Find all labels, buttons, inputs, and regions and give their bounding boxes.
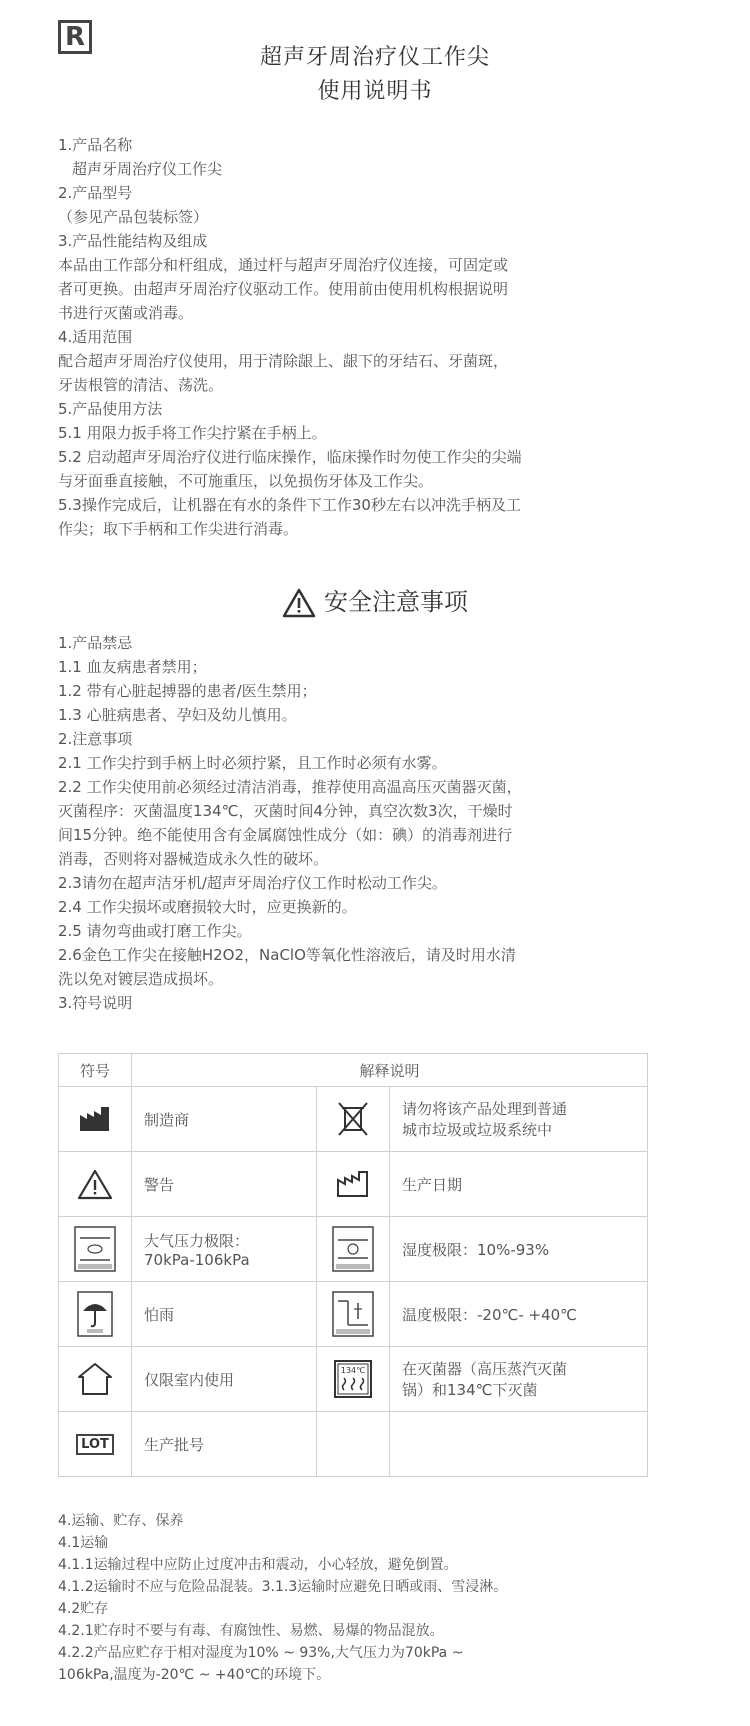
safety-line: 2.2 工作尖使用前必须经过清洁消毒，推荐使用高温高压灭菌器灭菌， xyxy=(58,778,522,796)
symbols-table xyxy=(58,1053,648,1477)
symbol-text xyxy=(390,1347,648,1412)
header-symbol: 符号 xyxy=(59,1054,132,1087)
table-row xyxy=(59,1412,648,1477)
storage-line: 106kPa,温度为-20℃ ~ +40℃的环境下。 xyxy=(58,1667,331,1683)
lot-label: LOT xyxy=(76,1434,114,1455)
symbol-text-line: 锅）和134℃下灭菌 xyxy=(402,1381,538,1399)
safety-line: 2.1 工作尖拧到手柄上时必须拧紧，且工作时必须有水雾。 xyxy=(58,754,447,772)
storage-line: 4.2.2产品应贮存于相对湿度为10% ~ 93%,大气压力为70kPa ~ xyxy=(58,1645,464,1661)
safety-line: 灭菌程序：灭菌温度134℃，灭菌时间4分钟，真空次数3次，干燥时 xyxy=(58,802,513,820)
table-row xyxy=(59,1087,648,1152)
intro-line: 配合超声牙周治疗仪使用，用于清除龈上、龈下的牙结石、牙菌斑， xyxy=(58,352,509,370)
intro-line: 者可更换。由超声牙周治疗仪驱动工作。使用前由使用机构根据说明 xyxy=(58,280,509,298)
indoor-house-icon xyxy=(59,1347,132,1412)
symbol-text: 制造商 xyxy=(132,1087,317,1152)
safety-line: 2.3请勿在超声洁牙机/超声牙周治疗仪工作时松动工作尖。 xyxy=(58,874,447,892)
intro-line: 与牙面垂直接触，不可施重压，以免损伤牙体及工作尖。 xyxy=(58,472,434,490)
header-explain: 解释说明 xyxy=(132,1054,648,1087)
symbol-text: 温度极限：-20℃- +40℃ xyxy=(390,1282,648,1347)
safety-line: 间15分钟。绝不能使用含有金属腐蚀性成分（如：碘）的消毒剂进行 xyxy=(58,826,513,844)
umbrella-icon xyxy=(59,1282,132,1347)
table-row xyxy=(59,1282,648,1347)
empty-cell xyxy=(317,1412,390,1477)
intro-line: 5.产品使用方法 xyxy=(58,400,163,418)
symbol-text: 湿度极限：10%-93% xyxy=(390,1217,648,1282)
symbol-text xyxy=(390,1087,648,1152)
symbol-text-line: 70kPa-106kPa xyxy=(144,1250,250,1269)
intro-line: 2.产品型号 xyxy=(58,184,133,202)
intro-line: 3.产品性能结构及组成 xyxy=(58,232,208,250)
warning-icon xyxy=(59,1152,132,1217)
safety-line: 2.5 请勿弯曲或打磨工作尖。 xyxy=(58,922,252,940)
intro-line: 作尖；取下手柄和工作尖进行消毒。 xyxy=(58,520,299,538)
safety-line: 1.2 带有心脏起搏器的患者/医生禁用； xyxy=(58,682,317,700)
table-row xyxy=(59,1347,648,1412)
safety-line: 洗以免对镀层造成损坏。 xyxy=(58,970,224,988)
storage-line: 4.1.2运输时不应与危险品混装。3.1.3运输时应避免日晒或雨、雪浸淋。 xyxy=(58,1579,508,1595)
intro-line: 书进行灭菌或消毒。 xyxy=(58,304,194,322)
storage-line: 4.1运输 xyxy=(58,1535,109,1551)
storage-line: 4.1.1运输过程中应防止过度冲击和震动，小心轻放，避免倒置。 xyxy=(58,1557,458,1573)
intro-line: 5.2 启动超声牙周治疗仪进行临床操作，临床操作时勿使工作尖的尖端 xyxy=(58,448,522,466)
crossed-bin-icon xyxy=(317,1087,390,1152)
manufacture-date-icon xyxy=(317,1152,390,1217)
symbol-text: 警告 xyxy=(132,1152,317,1217)
table-row xyxy=(59,1152,648,1217)
symbol-text-line: 请勿将该产品处理到普通 xyxy=(402,1100,568,1118)
intro-line: 超声牙周治疗仪工作尖 xyxy=(72,160,223,178)
intro-line: 本品由工作部分和杆组成，通过杆与超声牙周治疗仪连接，可固定或 xyxy=(58,256,509,274)
empty-cell xyxy=(390,1412,648,1477)
intro-line: 5.3操作完成后，让机器在有水的条件下工作30秒左右以冲洗手柄及工 xyxy=(58,496,521,514)
table-row xyxy=(59,1217,648,1282)
safety-line: 消毒，否则将对器械造成永久性的破坏。 xyxy=(58,850,329,868)
safety-title: 安全注意事项 xyxy=(324,588,468,616)
pressure-limit-icon xyxy=(59,1217,132,1282)
symbol-text: 怕雨 xyxy=(132,1282,317,1347)
factory-icon xyxy=(59,1087,132,1152)
symbol-text-line: 在灭菌器（高压蒸汽灭菌 xyxy=(402,1360,568,1378)
storage-line: 4.2.1贮存时不要与有毒、有腐蚀性、易燃、易爆的物品混放。 xyxy=(58,1623,444,1639)
lot-icon xyxy=(59,1412,132,1477)
intro-line: （参见产品包装标签） xyxy=(58,208,209,226)
temperature-limit-icon xyxy=(317,1282,390,1347)
symbol-text xyxy=(132,1217,317,1282)
intro-line: 牙齿根管的清洁、荡洗。 xyxy=(58,376,224,394)
storage-line: 4.2贮存 xyxy=(58,1601,109,1617)
safety-line: 1.3 心脏病患者、孕妇及幼儿慎用。 xyxy=(58,706,297,724)
safety-line: 2.6金色工作尖在接触H2O2，NaClO等氧化性溶液后，请及时用水清 xyxy=(58,946,516,964)
safety-line: 1.产品禁忌 xyxy=(58,634,133,652)
safety-line: 1.1 血友病患者禁用； xyxy=(58,658,207,676)
table-header-row xyxy=(59,1054,648,1087)
title-line-2: 使用说明书 xyxy=(317,79,433,104)
safety-line: 2.4 工作尖损坏或磨损较大时，应更换新的。 xyxy=(58,898,357,916)
sterilizer-134-icon xyxy=(317,1347,390,1412)
symbol-text-line: 城市垃圾或垃圾系统中 xyxy=(402,1121,553,1139)
warning-icon xyxy=(282,588,316,618)
registered-trademark-logo: R xyxy=(58,20,92,54)
safety-header xyxy=(0,582,750,618)
intro-line: 4.适用范围 xyxy=(58,328,133,346)
storage-line: 4.运输、贮存、保养 xyxy=(58,1513,184,1529)
symbol-text: 生产批号 xyxy=(132,1412,317,1477)
symbol-text-line: 大气压力极限： xyxy=(144,1231,250,1250)
intro-line: 1.产品名称 xyxy=(58,136,133,154)
symbol-text: 生产日期 xyxy=(390,1152,648,1217)
svg-text:134℃: 134℃ xyxy=(340,1366,366,1375)
intro-line: 5.1 用限力扳手将工作尖拧紧在手柄上。 xyxy=(58,424,327,442)
humidity-limit-icon xyxy=(317,1217,390,1282)
symbol-text: 仅限室内使用 xyxy=(132,1347,317,1412)
title-line-1: 超声牙周治疗仪工作尖 xyxy=(259,45,490,70)
safety-line: 2.注意事项 xyxy=(58,730,133,748)
safety-line: 3.符号说明 xyxy=(58,994,133,1012)
